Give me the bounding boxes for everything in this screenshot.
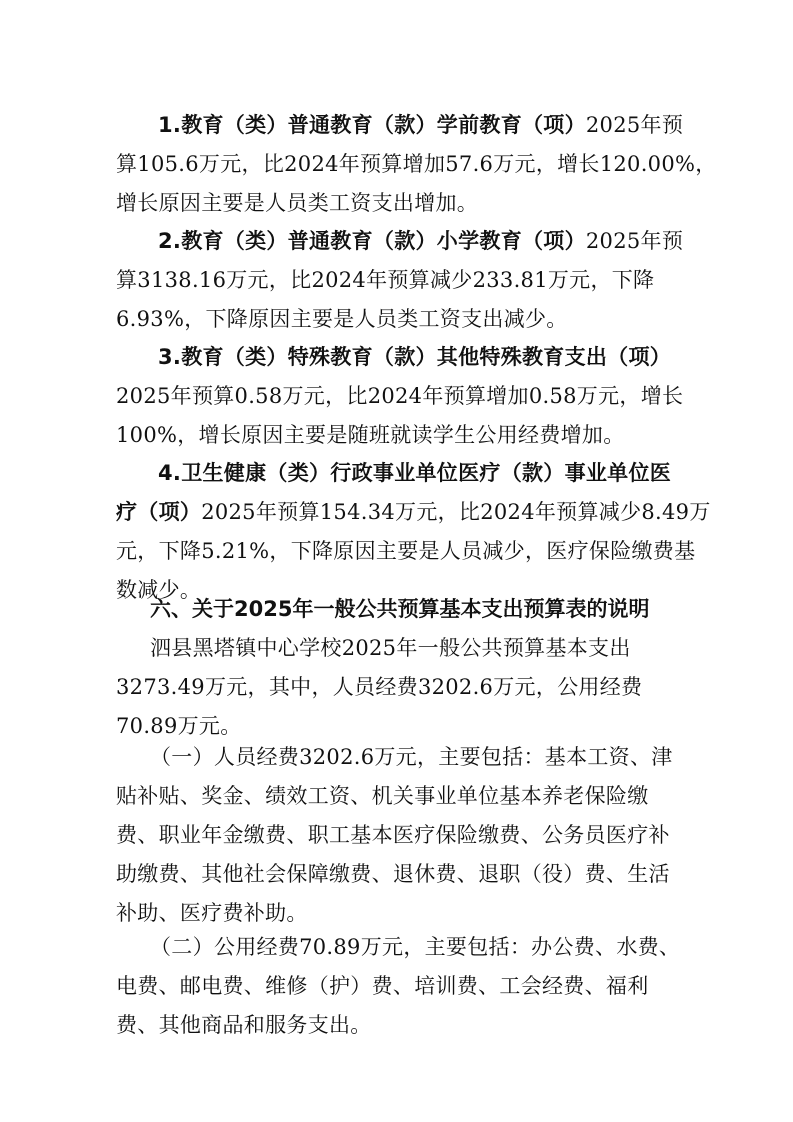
public-line-2: 电费、邮电费、维修（护）费、培训费、工会经费、福利	[116, 974, 649, 998]
personnel-line-1: （一）人员经费3202.6万元，主要包括：基本工资、津	[150, 745, 673, 769]
public-line-3: 费、其他商品和服务支出。	[116, 1013, 372, 1037]
item-1-paragraph	[116, 106, 717, 223]
item-3-line-3: 100%，增长原因主要是随班就读学生公用经费增加。	[116, 423, 625, 447]
intro-line-1: 泗县黑塔镇中心学校2025年一般公共预算基本支出	[150, 636, 631, 660]
intro-paragraph	[116, 629, 696, 746]
personnel-line-3: 费、职业年金缴费、职工基本医疗保险缴费、公务员医疗补	[116, 823, 670, 847]
item-2-title: 2.教育（类）普通教育（款）小学教育（项）	[158, 229, 586, 253]
item-1-title: 1.教育（类）普通教育（款）学前教育（项）	[158, 113, 586, 137]
item-4-line-2: 元，下降5.21%，下降原因主要是人员减少，医疗保险缴费基	[116, 539, 696, 563]
item-2-line-3: 6.93%，下降原因主要是人员类工资支出减少。	[116, 307, 568, 331]
item-1-line-1: 2025年预	[585, 113, 684, 137]
item-3-title: 3.教育（类）特殊教育（款）其他特殊教育支出（项）	[158, 345, 672, 369]
intro-line-2: 3273.49万元，其中，人员经费3202.6万元，公用经费	[116, 675, 643, 699]
item-2-line-2: 算3138.16万元，比2024年预算减少233.81万元，下降	[116, 268, 655, 292]
item-2-line-1: 2025年预	[585, 229, 684, 253]
intro-line-3: 70.89万元。	[116, 714, 242, 738]
item-4-line-1: 2025年预算154.34万元，比2024年预算减少8.49万	[201, 500, 711, 524]
personnel-line-4: 助缴费、其他社会保障缴费、退休费、退职（役）费、生活	[116, 862, 670, 886]
item-3-line-2: 2025年预算0.58万元，比2024年预算增加0.58万元，增长	[116, 384, 684, 408]
item-4-title: 4.卫生健康（类）行政事业单位医疗（款）事业单位医	[158, 461, 672, 485]
item-4-title-cont: 疗（项）	[116, 500, 202, 524]
section-heading: 六、关于2025年一般公共预算基本支出预算表的说明	[150, 597, 650, 621]
item-3-paragraph	[116, 338, 696, 455]
item-1-line-3: 增长原因主要是人员类工资支出增加。	[116, 191, 479, 215]
item-4-paragraph	[116, 454, 711, 610]
personnel-line-2: 贴补贴、奖金、绩效工资、机关事业单位基本养老保险缴	[116, 784, 649, 808]
item-4-line-3: 数减少。	[116, 578, 202, 602]
item-1-line-2: 算105.6万元，比2024年预算增加57.6万元，增长120.00%，	[116, 152, 717, 176]
personnel-line-5: 补助、医疗费补助。	[116, 901, 308, 925]
public-line-1: （二）公用经费70.89万元，主要包括：办公费、水费、	[150, 935, 681, 959]
public-paragraph	[116, 928, 696, 1045]
personnel-paragraph	[116, 738, 696, 933]
item-2-paragraph	[116, 222, 696, 339]
